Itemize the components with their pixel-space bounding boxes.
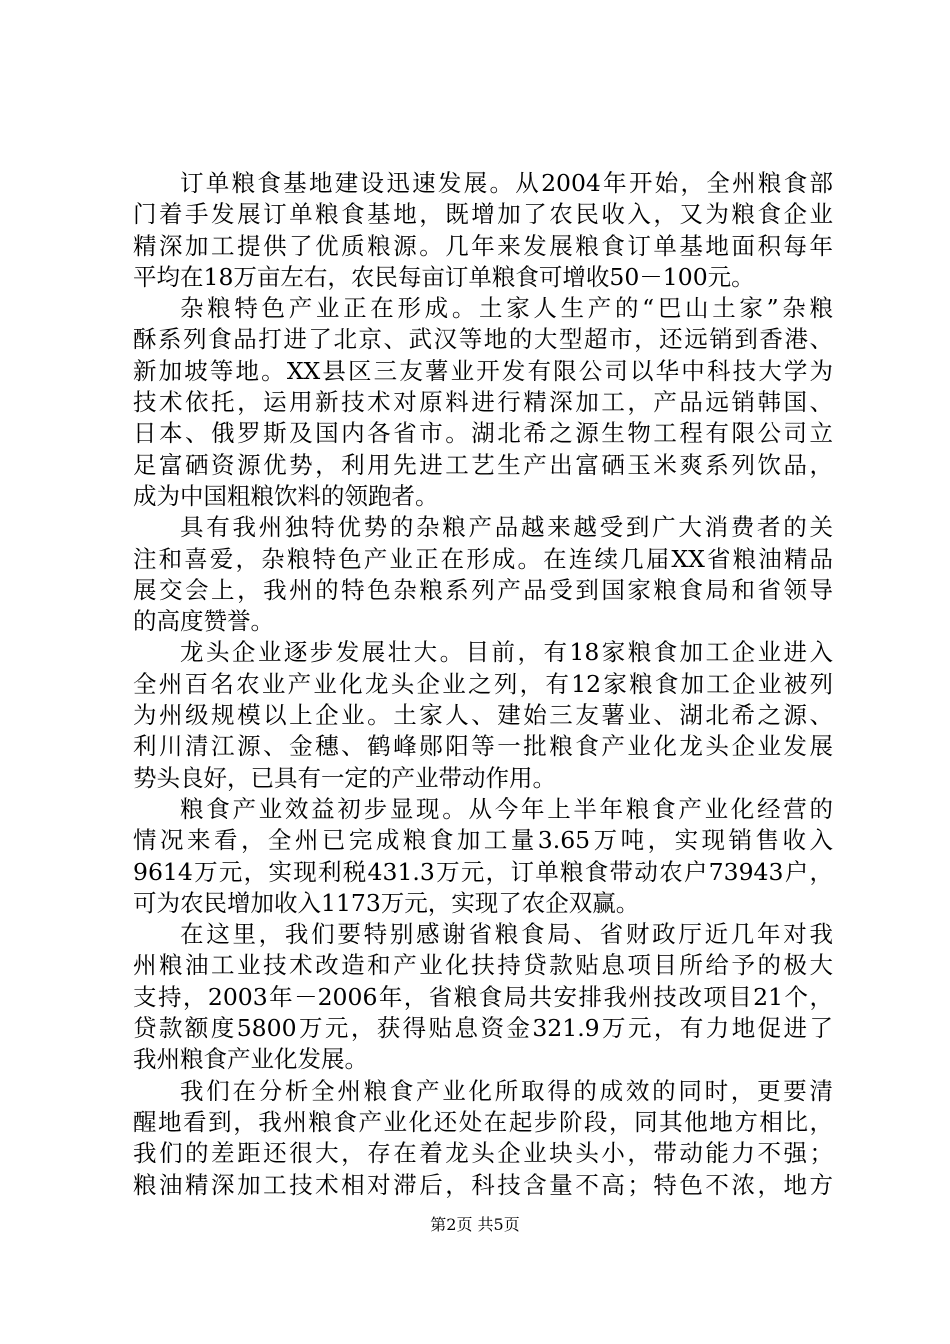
paragraph-line: 具有我州独特优势的杂粮产品越来越受到广大消费者的关 [180, 513, 833, 542]
paragraph-line: 可为农民增加收入1173万元，实现了农企双赢。 [133, 888, 640, 917]
paragraph-line: 展交会上，我州的特色杂粮系列产品受到国家粮食局和省领导 [133, 575, 833, 604]
paragraph [133, 293, 833, 512]
paragraph-line: 足富硒资源优势，利用先进工艺生产出富硒玉米爽系列饮品， [133, 450, 833, 479]
paragraph-line: 订单粮食基地建设迅速发展。从2004年开始，全州粮食部 [180, 169, 833, 197]
paragraph-line: 我们的差距还很大，存在着龙头企业块头小，带动能力不强； [133, 1139, 833, 1168]
paragraph-line: 酥系列食品打进了北京、武汉等地的大型超市，还远销到香港、 [133, 325, 833, 354]
paragraph-line: 杂粮特色产业正在形成。土家人生产的“巴山土家”杂粮 [180, 294, 833, 323]
paragraph-line: 门着手发展订单粮食基地，既增加了农民收入，又为粮食企业 [133, 200, 833, 229]
paragraph-line: 新加坡等地。XX县区三友薯业开发有限公司以华中科技大学为 [133, 356, 833, 385]
paragraph-line: 日本、俄罗斯及国内各省市。湖北希之源生物工程有限公司立 [133, 419, 833, 448]
paragraph-line: 在这里，我们要特别感谢省粮食局、省财政厅近几年对我 [180, 920, 833, 949]
paragraph-line: 全州百名农业产业化龙头企业之列，有12家粮食加工企业被列 [133, 669, 833, 698]
paragraph-line: 的高度赞誉。 [133, 607, 274, 636]
paragraph-line: 注和喜爱，杂粮特色产业正在形成。在连续几届XX省粮油精品 [133, 544, 833, 573]
paragraph-line: 9614万元，实现利税431.3万元，订单粮食带动农户73943户， [133, 857, 833, 886]
paragraph [133, 794, 833, 919]
paragraph-line: 支持，2003年－2006年，省粮食局共安排我州技改项目21个， [133, 982, 833, 1011]
paragraph-line: 成为中国粗粮饮料的领跑者。 [133, 481, 439, 510]
paragraph [133, 1076, 833, 1201]
paragraph [133, 168, 833, 293]
paragraph [133, 512, 833, 637]
paragraph-line: 技术依托，运用新技术对原料进行精深加工，产品远销韩国、 [133, 388, 833, 417]
paragraph-line: 粮食产业效益初步显现。从今年上半年粮食产业化经营的 [180, 794, 833, 823]
paragraph-line: 我们在分析全州粮食产业化所取得的成效的同时，更要清 [180, 1076, 833, 1105]
page-footer: 第2页 共5页 [430, 1215, 520, 1234]
paragraph-line: 利川清江源、金穗、鹤峰郧阳等一批粮食产业化龙头企业发展 [133, 732, 833, 761]
document-body [133, 168, 833, 1201]
paragraph-line: 贷款额度5800万元，获得贴息资金321.9万元，有力地促进了 [133, 1014, 833, 1043]
paragraph-line: 精深加工提供了优质粮源。几年来发展粮食订单基地面积每年 [133, 231, 833, 260]
paragraph-line: 粮油精深加工技术相对滞后，科技含量不高；特色不浓，地方 [133, 1170, 833, 1199]
paragraph-line: 醒地看到，我州粮食产业化还处在起步阶段，同其他地方相比， [133, 1107, 833, 1136]
paragraph-line: 龙头企业逐步发展壮大。目前，有18家粮食加工企业进入 [180, 638, 833, 667]
paragraph-line: 为州级规模以上企业。土家人、建始三友薯业、湖北希之源、 [133, 701, 833, 730]
paragraph-line: 我州粮食产业化发展。 [133, 1045, 368, 1074]
paragraph [133, 919, 833, 1075]
paragraph-line: 州粮油工业技术改造和产业化扶持贷款贴息项目所给予的极大 [133, 951, 833, 980]
paragraph [133, 637, 833, 793]
paragraph-line: 情况来看，全州已完成粮食加工量3.65万吨，实现销售收入 [133, 826, 833, 855]
paragraph-line: 势头良好，已具有一定的产业带动作用。 [133, 763, 556, 792]
paragraph-line: 平均在18万亩左右，农民每亩订单粮食可增收50－100元。 [133, 262, 755, 291]
